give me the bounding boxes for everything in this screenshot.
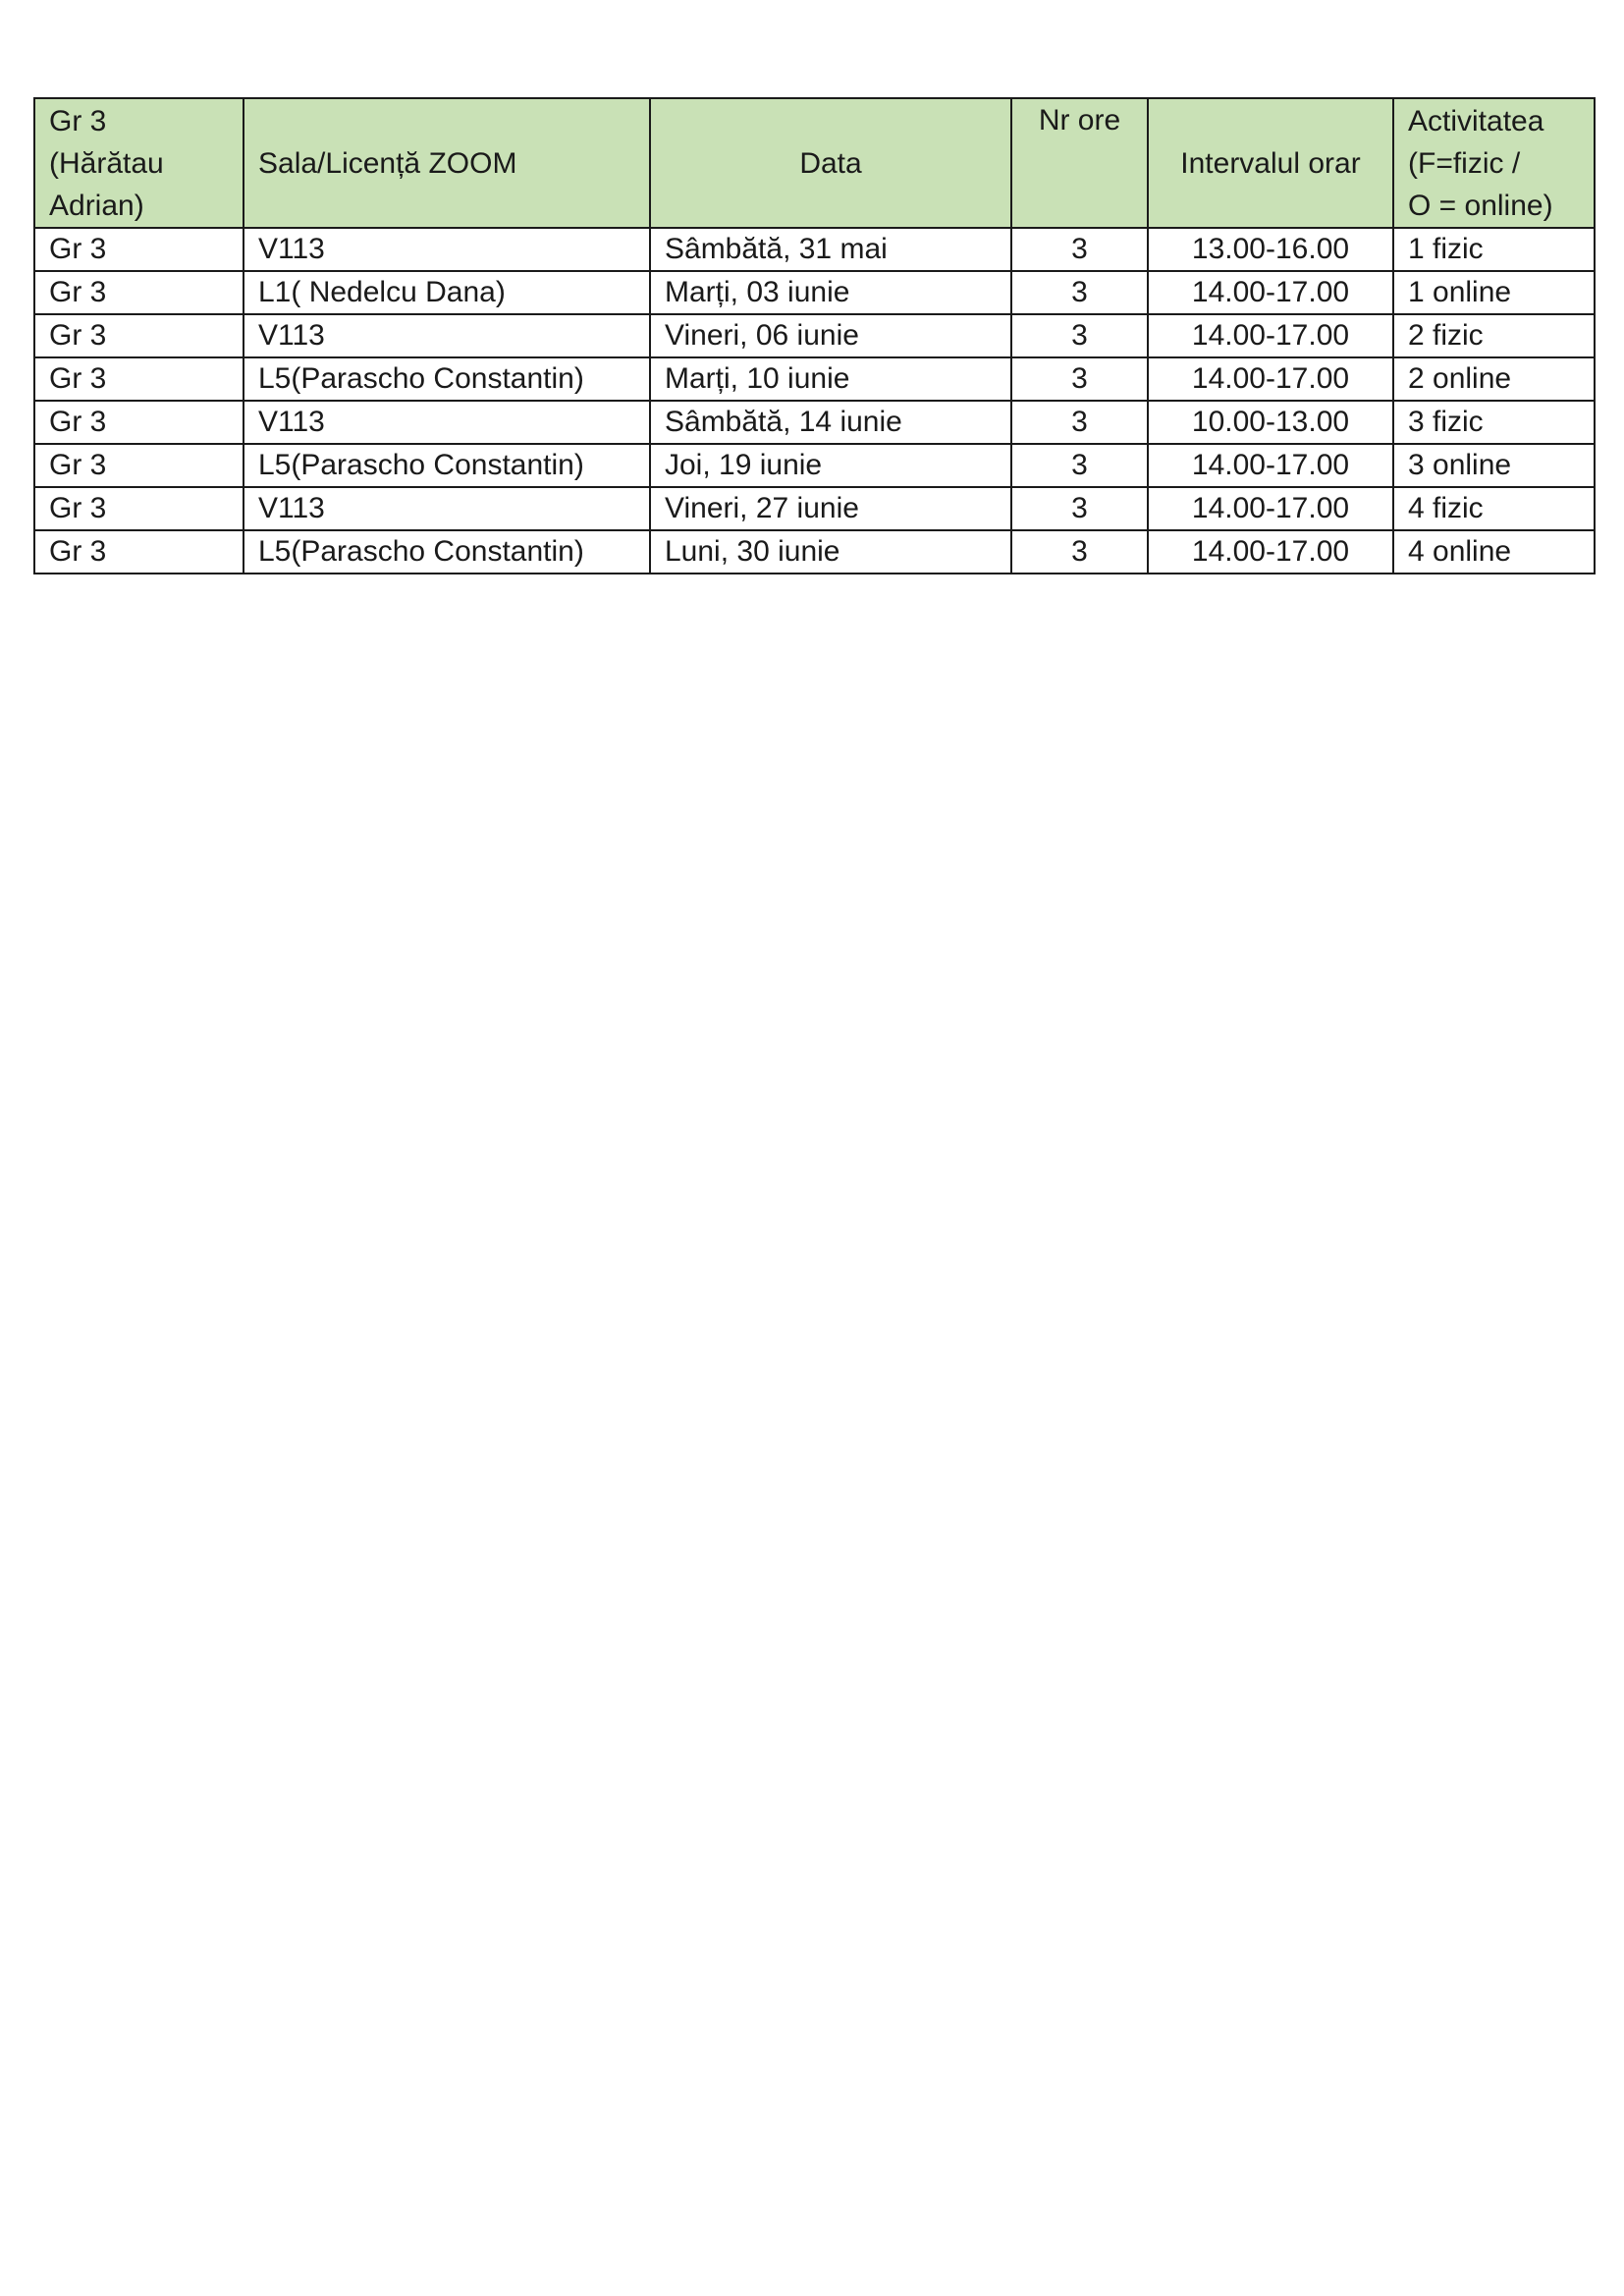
header-interval: Intervalul orar [1148, 98, 1393, 228]
header-date: Data [650, 98, 1011, 228]
table-body [34, 228, 1595, 574]
cell-date: Vineri, 06 iunie [650, 314, 1011, 357]
cell-date: Sâmbătă, 14 iunie [650, 401, 1011, 444]
cell-room: V113 [244, 228, 650, 271]
cell-hours: 3 [1011, 228, 1148, 271]
header-group-line: Adrian) [49, 189, 144, 222]
cell-hours: 3 [1011, 530, 1148, 574]
cell-date: Marți, 10 iunie [650, 357, 1011, 401]
cell-date: Luni, 30 iunie [650, 530, 1011, 574]
schedule-table [33, 97, 1596, 574]
cell-group: Gr 3 [34, 444, 244, 487]
cell-hours: 3 [1011, 357, 1148, 401]
cell-interval: 10.00-13.00 [1148, 401, 1393, 444]
table-row [34, 401, 1595, 444]
cell-room: L1( Nedelcu Dana) [244, 271, 650, 314]
cell-hours: 3 [1011, 401, 1148, 444]
cell-room: L5(Parascho Constantin) [244, 357, 650, 401]
cell-interval: 14.00-17.00 [1148, 357, 1393, 401]
cell-group: Gr 3 [34, 401, 244, 444]
cell-activity: 1 online [1393, 271, 1595, 314]
header-activity-line: Activitatea [1408, 104, 1544, 137]
cell-interval: 14.00-17.00 [1148, 314, 1393, 357]
header-row [34, 98, 1595, 228]
cell-date: Sâmbătă, 31 mai [650, 228, 1011, 271]
header-activity [1393, 98, 1595, 228]
table-row [34, 444, 1595, 487]
header-group [34, 98, 244, 228]
cell-activity: 4 online [1393, 530, 1595, 574]
cell-date: Joi, 19 iunie [650, 444, 1011, 487]
cell-activity: 1 fizic [1393, 228, 1595, 271]
cell-date: Marți, 03 iunie [650, 271, 1011, 314]
cell-interval: 14.00-17.00 [1148, 530, 1393, 574]
cell-interval: 13.00-16.00 [1148, 228, 1393, 271]
cell-room: V113 [244, 401, 650, 444]
header-hours: Nr ore [1011, 98, 1148, 228]
header-group-line: (Hărătau [49, 146, 164, 180]
header-group-line: Gr 3 [49, 104, 107, 137]
table-row [34, 314, 1595, 357]
cell-interval: 14.00-17.00 [1148, 487, 1393, 530]
cell-date: Vineri, 27 iunie [650, 487, 1011, 530]
cell-interval: 14.00-17.00 [1148, 271, 1393, 314]
cell-hours: 3 [1011, 444, 1148, 487]
header-activity-line: O = online) [1408, 189, 1553, 222]
table-row [34, 271, 1595, 314]
table-header [34, 98, 1595, 228]
cell-hours: 3 [1011, 314, 1148, 357]
cell-group: Gr 3 [34, 271, 244, 314]
cell-activity: 4 fizic [1393, 487, 1595, 530]
cell-group: Gr 3 [34, 314, 244, 357]
cell-hours: 3 [1011, 487, 1148, 530]
cell-room: L5(Parascho Constantin) [244, 444, 650, 487]
cell-activity: 3 online [1393, 444, 1595, 487]
cell-hours: 3 [1011, 271, 1148, 314]
cell-group: Gr 3 [34, 357, 244, 401]
table-row [34, 357, 1595, 401]
table-row [34, 228, 1595, 271]
table-row [34, 530, 1595, 574]
header-activity-line: (F=fizic / [1408, 146, 1521, 180]
cell-room: V113 [244, 487, 650, 530]
cell-activity: 2 fizic [1393, 314, 1595, 357]
table-row [34, 487, 1595, 530]
cell-group: Gr 3 [34, 228, 244, 271]
header-room: Sala/Licență ZOOM [244, 98, 650, 228]
cell-room: L5(Parascho Constantin) [244, 530, 650, 574]
cell-interval: 14.00-17.00 [1148, 444, 1393, 487]
cell-group: Gr 3 [34, 530, 244, 574]
cell-group: Gr 3 [34, 487, 244, 530]
cell-activity: 2 online [1393, 357, 1595, 401]
cell-activity: 3 fizic [1393, 401, 1595, 444]
cell-room: V113 [244, 314, 650, 357]
